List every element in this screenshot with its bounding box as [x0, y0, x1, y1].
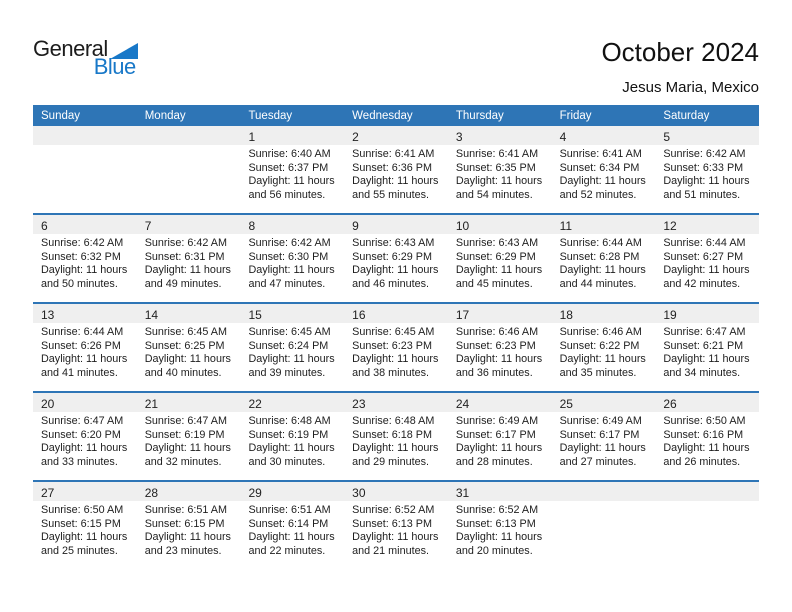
day-cell-26 [655, 393, 759, 480]
day-number: 3 [455, 130, 463, 144]
weekday-header-row [33, 105, 759, 126]
day-cell-13 [33, 304, 137, 391]
sunset-text: Sunset: 6:35 PM [455, 161, 536, 174]
calendar-week-row [33, 302, 759, 391]
day-number-band [344, 393, 448, 412]
daylight-text: Daylight: 11 hours and 27 minutes. [559, 442, 646, 468]
sunset-text: Sunset: 6:37 PM [248, 161, 329, 174]
daylight-text: Daylight: 11 hours and 20 minutes. [455, 531, 543, 557]
sunset-text: Sunset: 6:22 PM [559, 339, 640, 352]
day-cell-body [344, 145, 448, 213]
sunrise-text: Sunrise: 6:43 AM [455, 237, 539, 249]
daylight-text: Daylight: 11 hours and 30 minutes. [248, 442, 335, 468]
day-number: 9 [352, 219, 359, 233]
day-number: 27 [41, 486, 55, 500]
day-number: 14 [144, 308, 159, 322]
day-cell-body [552, 234, 656, 302]
day-cell-empty [655, 482, 759, 569]
day-cell-body [655, 234, 759, 302]
sunset-text: Sunset: 6:36 PM [352, 161, 432, 174]
day-cell-body [137, 323, 241, 391]
day-number-band [33, 482, 137, 501]
day-number: 17 [455, 308, 470, 322]
day-cell-11 [552, 215, 656, 302]
sunset-text: Sunset: 6:30 PM [248, 250, 329, 263]
day-cell-body [240, 145, 344, 213]
day-cell-5 [655, 126, 759, 213]
page-subtitle: Jesus Maria, Mexico [622, 78, 759, 96]
day-number: 7 [144, 219, 152, 233]
day-number-band [448, 126, 552, 145]
day-cell-3 [448, 126, 552, 213]
sunset-text: Sunset: 6:19 PM [248, 428, 329, 441]
sunrise-text: Sunrise: 6:42 AM [248, 237, 331, 249]
sunrise-text: Sunrise: 6:52 AM [352, 504, 435, 516]
day-cell-21 [137, 393, 241, 480]
day-cell-body [240, 323, 344, 391]
day-cell-17 [448, 304, 552, 391]
sunset-text: Sunset: 6:31 PM [144, 250, 225, 263]
weekday-sunday: Sunday [41, 109, 81, 122]
day-number-band [552, 215, 656, 234]
day-number-band [137, 393, 241, 412]
sunset-text: Sunset: 6:19 PM [144, 428, 225, 441]
day-number: 26 [663, 397, 677, 411]
sunset-text: Sunset: 6:32 PM [41, 250, 121, 263]
sunset-text: Sunset: 6:20 PM [41, 428, 121, 441]
day-cell-body [240, 501, 344, 569]
sunrise-text: Sunrise: 6:47 AM [663, 326, 746, 338]
day-number-band [448, 215, 552, 234]
day-cell-empty [137, 126, 241, 213]
page-title: October 2024 [601, 37, 759, 67]
day-number-band [240, 126, 344, 145]
day-cell-24 [448, 393, 552, 480]
daylight-text: Daylight: 11 hours and 39 minutes. [248, 353, 335, 379]
day-cell-22 [240, 393, 344, 480]
sunrise-text: Sunrise: 6:41 AM [455, 148, 539, 160]
daylight-text: Daylight: 11 hours and 38 minutes. [352, 353, 439, 379]
daylight-text: Daylight: 11 hours and 41 minutes. [41, 353, 128, 379]
day-cell-15 [240, 304, 344, 391]
daylight-text: Daylight: 11 hours and 52 minutes. [559, 175, 646, 201]
sunrise-text: Sunrise: 6:50 AM [663, 415, 746, 427]
sunset-text: Sunset: 6:34 PM [559, 161, 640, 174]
daylight-text: Daylight: 11 hours and 49 minutes. [144, 264, 231, 290]
day-number: 23 [352, 397, 366, 411]
day-cell-23 [344, 393, 448, 480]
day-cell-28 [137, 482, 241, 569]
sunset-text: Sunset: 6:26 PM [41, 339, 121, 352]
day-cell-8 [240, 215, 344, 302]
calendar-weeks [33, 126, 759, 569]
day-number-band [344, 215, 448, 234]
day-number-band [137, 126, 241, 145]
day-cell-20 [33, 393, 137, 480]
daylight-text: Daylight: 11 hours and 51 minutes. [663, 175, 750, 201]
sunrise-text: Sunrise: 6:48 AM [248, 415, 331, 427]
day-number-band [33, 126, 137, 145]
day-cell-7 [137, 215, 241, 302]
day-cell-body [33, 412, 137, 480]
daylight-text: Daylight: 11 hours and 45 minutes. [455, 264, 543, 290]
weekday-monday: Monday [144, 109, 186, 122]
daylight-text: Daylight: 11 hours and 33 minutes. [41, 442, 128, 468]
logo-text-general: General [33, 36, 108, 61]
day-number-band [655, 393, 759, 412]
logo-text-blue: Blue [93, 54, 136, 79]
sunrise-text: Sunrise: 6:49 AM [559, 415, 642, 427]
day-cell-body [344, 501, 448, 569]
day-number: 24 [455, 397, 470, 411]
sunset-text: Sunset: 6:15 PM [144, 517, 225, 530]
day-number-band [552, 393, 656, 412]
day-cell-2 [344, 126, 448, 213]
daylight-text: Daylight: 11 hours and 50 minutes. [41, 264, 128, 290]
calendar-week-row [33, 480, 759, 569]
day-number-band [33, 393, 137, 412]
sunrise-text: Sunrise: 6:47 AM [144, 415, 227, 427]
day-cell-18 [552, 304, 656, 391]
day-number: 8 [248, 219, 256, 233]
sunset-text: Sunset: 6:23 PM [352, 339, 432, 352]
day-number: 6 [41, 219, 48, 233]
day-cell-body [552, 145, 656, 213]
day-number-band [344, 482, 448, 501]
day-cell-10 [448, 215, 552, 302]
sunset-text: Sunset: 6:13 PM [352, 517, 432, 530]
sunrise-text: Sunrise: 6:41 AM [559, 148, 642, 160]
weekday-friday: Friday [559, 109, 592, 122]
day-number-band [552, 482, 656, 501]
sunset-text: Sunset: 6:17 PM [455, 428, 536, 441]
sunset-text: Sunset: 6:18 PM [352, 428, 432, 441]
daylight-text: Daylight: 11 hours and 26 minutes. [663, 442, 750, 468]
day-cell-body [552, 323, 656, 391]
sunset-text: Sunset: 6:15 PM [41, 517, 121, 530]
day-cell-body [137, 234, 241, 302]
day-number-band [655, 215, 759, 234]
sunset-text: Sunset: 6:33 PM [663, 161, 744, 174]
sunrise-text: Sunrise: 6:45 AM [352, 326, 435, 338]
day-number: 30 [352, 486, 366, 500]
sunset-text: Sunset: 6:29 PM [455, 250, 536, 263]
daylight-text: Daylight: 11 hours and 40 minutes. [144, 353, 231, 379]
day-number-band [448, 393, 552, 412]
day-cell-6 [33, 215, 137, 302]
day-cell-empty [552, 482, 656, 569]
day-cell-body [33, 234, 137, 302]
sunset-text: Sunset: 6:17 PM [559, 428, 640, 441]
day-number-band [552, 304, 656, 323]
day-number-band [344, 304, 448, 323]
daylight-text: Daylight: 11 hours and 22 minutes. [248, 531, 335, 557]
daylight-text: Daylight: 11 hours and 28 minutes. [455, 442, 543, 468]
sunset-text: Sunset: 6:13 PM [455, 517, 536, 530]
day-cell-16 [344, 304, 448, 391]
sunrise-text: Sunrise: 6:41 AM [352, 148, 435, 160]
sunrise-text: Sunrise: 6:48 AM [352, 415, 435, 427]
day-cell-body [448, 412, 552, 480]
daylight-text: Daylight: 11 hours and 36 minutes. [455, 353, 543, 379]
day-cell-body [33, 501, 137, 569]
day-number-band [240, 393, 344, 412]
day-number-band [137, 482, 241, 501]
sunrise-text: Sunrise: 6:45 AM [248, 326, 331, 338]
day-cell-body [344, 323, 448, 391]
day-number-band [33, 215, 137, 234]
day-cell-30 [344, 482, 448, 569]
day-cell-19 [655, 304, 759, 391]
day-cell-body [240, 234, 344, 302]
calendar-week-row [33, 126, 759, 213]
day-cell-body [33, 323, 137, 391]
daylight-text: Daylight: 11 hours and 54 minutes. [455, 175, 543, 201]
sunrise-text: Sunrise: 6:42 AM [663, 148, 746, 160]
day-cell-body [448, 501, 552, 569]
daylight-text: Daylight: 11 hours and 35 minutes. [559, 353, 646, 379]
daylight-text: Daylight: 11 hours and 25 minutes. [41, 531, 128, 557]
sunset-text: Sunset: 6:23 PM [455, 339, 536, 352]
day-cell-body [655, 412, 759, 480]
calendar-table [33, 105, 759, 569]
day-number: 25 [559, 397, 573, 411]
day-cell-body [448, 145, 552, 213]
day-number-band [137, 304, 241, 323]
day-number: 10 [455, 219, 470, 233]
day-number-band [137, 215, 241, 234]
day-number-band [448, 482, 552, 501]
day-number: 11 [559, 219, 573, 233]
day-number: 31 [455, 486, 470, 500]
daylight-text: Daylight: 11 hours and 56 minutes. [248, 175, 335, 201]
sunrise-text: Sunrise: 6:44 AM [41, 326, 124, 338]
day-number-band [655, 482, 759, 501]
day-number: 28 [144, 486, 159, 500]
day-number: 20 [41, 397, 55, 411]
sunrise-text: Sunrise: 6:46 AM [559, 326, 642, 338]
day-number: 1 [248, 130, 256, 144]
sunrise-text: Sunrise: 6:46 AM [455, 326, 539, 338]
day-number: 18 [559, 308, 573, 322]
day-number: 21 [144, 397, 159, 411]
sunset-text: Sunset: 6:14 PM [248, 517, 329, 530]
day-cell-4 [552, 126, 656, 213]
day-number: 15 [248, 308, 262, 322]
daylight-text: Daylight: 11 hours and 46 minutes. [352, 264, 439, 290]
daylight-text: Daylight: 11 hours and 44 minutes. [559, 264, 646, 290]
daylight-text: Daylight: 11 hours and 47 minutes. [248, 264, 335, 290]
day-cell-empty [33, 126, 137, 213]
day-cell-body [344, 234, 448, 302]
day-number: 4 [559, 130, 567, 144]
day-number: 13 [41, 308, 55, 322]
sunrise-text: Sunrise: 6:52 AM [455, 504, 539, 516]
daylight-text: Daylight: 11 hours and 29 minutes. [352, 442, 439, 468]
day-number: 19 [663, 308, 677, 322]
day-number-band [344, 126, 448, 145]
sunset-text: Sunset: 6:25 PM [144, 339, 225, 352]
weekday-tuesday: Tuesday [248, 109, 293, 122]
title-block [601, 38, 759, 96]
day-number-band [240, 304, 344, 323]
day-number-band [655, 126, 759, 145]
day-number: 16 [352, 308, 366, 322]
sunrise-text: Sunrise: 6:40 AM [248, 148, 331, 160]
daylight-text: Daylight: 11 hours and 55 minutes. [352, 175, 439, 201]
sunrise-text: Sunrise: 6:51 AM [248, 504, 331, 516]
day-cell-body [655, 323, 759, 391]
day-number-band [240, 482, 344, 501]
day-number-band [552, 126, 656, 145]
day-cell-25 [552, 393, 656, 480]
day-number: 2 [352, 130, 359, 144]
sunset-text: Sunset: 6:24 PM [248, 339, 329, 352]
sunrise-text: Sunrise: 6:47 AM [41, 415, 124, 427]
sunset-text: Sunset: 6:16 PM [663, 428, 744, 441]
daylight-text: Daylight: 11 hours and 34 minutes. [663, 353, 750, 379]
weekday-wednesday: Wednesday [352, 109, 413, 122]
day-number: 5 [663, 130, 670, 144]
daylight-text: Daylight: 11 hours and 32 minutes. [144, 442, 231, 468]
day-number-band [240, 215, 344, 234]
calendar-week-row [33, 213, 759, 302]
sunrise-text: Sunrise: 6:44 AM [663, 237, 746, 249]
sunrise-text: Sunrise: 6:44 AM [559, 237, 642, 249]
day-cell-27 [33, 482, 137, 569]
general-blue-logo [33, 38, 138, 79]
sunrise-text: Sunrise: 6:43 AM [352, 237, 435, 249]
day-cell-body [137, 412, 241, 480]
sunrise-text: Sunrise: 6:49 AM [455, 415, 539, 427]
day-cell-29 [240, 482, 344, 569]
daylight-text: Daylight: 11 hours and 23 minutes. [144, 531, 231, 557]
day-cell-body [344, 412, 448, 480]
daylight-text: Daylight: 11 hours and 21 minutes. [352, 531, 439, 557]
sunrise-text: Sunrise: 6:45 AM [144, 326, 227, 338]
sunset-text: Sunset: 6:27 PM [663, 250, 744, 263]
day-cell-body [448, 323, 552, 391]
weekday-thursday: Thursday [455, 109, 504, 122]
sunrise-text: Sunrise: 6:42 AM [41, 237, 124, 249]
day-cell-9 [344, 215, 448, 302]
sunrise-text: Sunrise: 6:50 AM [41, 504, 124, 516]
day-cell-body [240, 412, 344, 480]
day-number-band [448, 304, 552, 323]
sunset-text: Sunset: 6:28 PM [559, 250, 640, 263]
day-cell-body [448, 234, 552, 302]
day-cell-body [137, 501, 241, 569]
day-number: 12 [663, 219, 677, 233]
day-cell-31 [448, 482, 552, 569]
day-cell-body [552, 412, 656, 480]
day-number-band [655, 304, 759, 323]
calendar-week-row [33, 391, 759, 480]
day-number: 29 [248, 486, 262, 500]
sunrise-text: Sunrise: 6:42 AM [144, 237, 227, 249]
day-cell-body [655, 145, 759, 213]
sunrise-text: Sunrise: 6:51 AM [144, 504, 227, 516]
day-cell-12 [655, 215, 759, 302]
weekday-saturday: Saturday [663, 109, 710, 122]
sunset-text: Sunset: 6:29 PM [352, 250, 432, 263]
day-number-band [33, 304, 137, 323]
sunset-text: Sunset: 6:21 PM [663, 339, 744, 352]
day-number: 22 [248, 397, 262, 411]
daylight-text: Daylight: 11 hours and 42 minutes. [663, 264, 750, 290]
day-cell-14 [137, 304, 241, 391]
day-cell-1 [240, 126, 344, 213]
